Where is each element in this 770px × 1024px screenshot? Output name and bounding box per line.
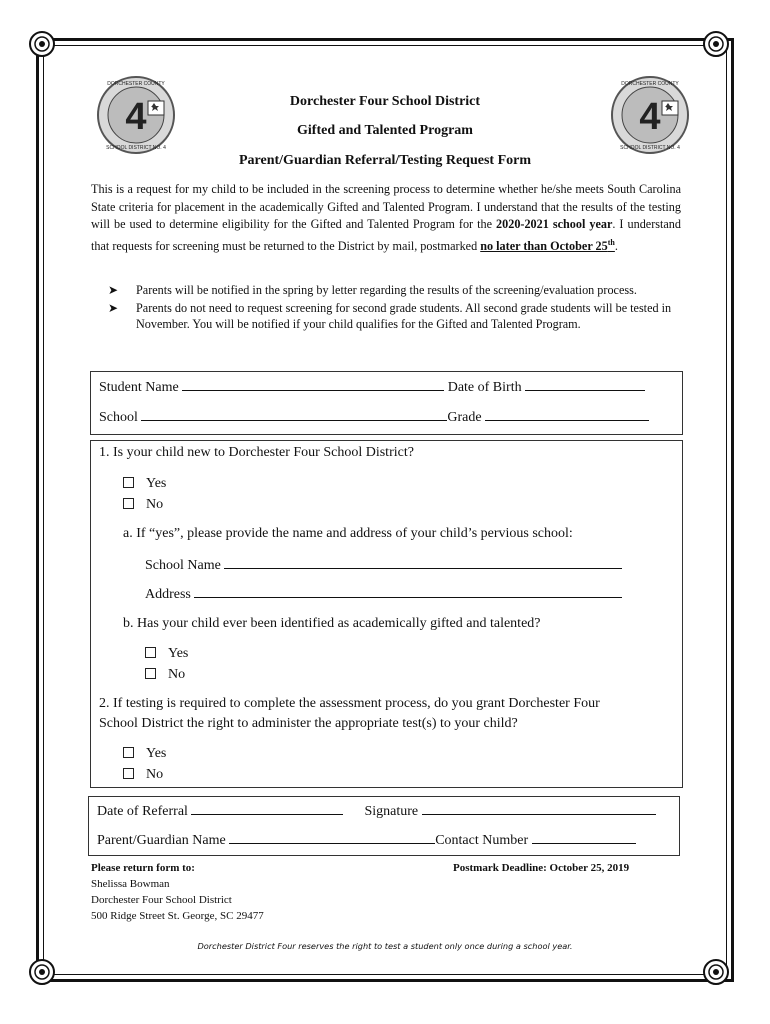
arrow-bullet-icon: ➤ <box>108 283 119 297</box>
arrow-bullet-icon: ➤ <box>108 300 119 315</box>
intro-paragraph: This is a request for my child to be included in the screening process to determine whether he/she meets South Carolina State criteria for placement in the academically Gifted and Talented Program. I understand that the results of the testing will be used to determine eligibility for the Gifted and Talented Program for the 2020-2021 school year. I understand that requests for screening must be returned to the District by mail, postmarked no later than October 25th. <box>91 182 681 253</box>
q2-yes-option[interactable]: Yes <box>123 746 166 762</box>
grade-field[interactable] <box>485 408 649 421</box>
signature-label: Signature <box>364 804 419 819</box>
return-heading: Please return form to: <box>91 862 195 874</box>
previous-school-row <box>145 556 622 574</box>
question-1b: b. Has your child ever been identified as academically gifted and talented? <box>123 616 541 631</box>
checkbox[interactable] <box>145 668 156 679</box>
checkbox[interactable] <box>123 747 134 758</box>
q2-no-option[interactable]: No <box>123 767 163 783</box>
address-field[interactable] <box>194 585 622 598</box>
question-1a: a. If “yes”, please provide the name and address of your child’s pervious school: <box>123 526 573 541</box>
notice-list <box>108 282 688 334</box>
contact-number-label: Contact Number <box>435 833 529 848</box>
grade-label: Grade <box>447 410 482 425</box>
corner-ornament-icon <box>702 958 730 986</box>
school-field[interactable] <box>141 408 447 421</box>
logo-numeral: 4 <box>125 96 147 138</box>
logo-text-bottom: SCHOOL DISTRICT NO. 4 <box>620 145 680 151</box>
school-row <box>99 408 649 426</box>
form-title: Parent/Guardian Referral/Testing Request Form <box>238 153 532 168</box>
checkbox[interactable] <box>145 647 156 658</box>
intro-text-2: . I understand that requests for screening must be returned to the District by mail, postmarked <box>91 217 681 253</box>
question-2-line2: School District the right to administer the appropriate test(s) to your child? <box>99 716 518 731</box>
corner-ornament-icon <box>28 30 56 58</box>
intro-text: This is a request for my child to be included in the screening process to determine whether he/she meets South Carolina State criteria for placement in the academically Gifted and Talented Program. I understand that the results of the testing will be used to determine eligibility for the Gifted and Talented Program for the <box>91 182 681 231</box>
question-2-line1: 2. If testing is required to complete the assessment process, do you grant Dorchester Four <box>99 696 600 711</box>
return-address: 500 Ridge Street St. George, SC 29477 <box>91 910 264 922</box>
referral-row <box>97 802 656 820</box>
parent-row <box>97 831 636 849</box>
q1b-no-option[interactable]: No <box>145 667 185 683</box>
postmark-deadline: Postmark Deadline: October 25, 2019 <box>453 862 630 874</box>
checkbox[interactable] <box>123 477 134 488</box>
address-label: Address <box>145 587 191 602</box>
school-name-field[interactable] <box>224 556 622 569</box>
checkbox[interactable] <box>123 768 134 779</box>
school-year: 2020-2021 school year <box>496 217 613 231</box>
student-name-label: Student Name <box>99 380 179 395</box>
q1-yes-option[interactable]: Yes <box>123 476 166 492</box>
q1b-yes-option[interactable]: Yes <box>145 646 188 662</box>
school-name-label: School Name <box>145 558 221 573</box>
logo-text-bottom: SCHOOL DISTRICT NO. 4 <box>106 145 166 151</box>
date-referral-field[interactable] <box>191 802 343 815</box>
return-name: Shelissa Bowman <box>91 878 170 890</box>
district-logo-right <box>610 75 690 155</box>
district-title: Dorchester Four School District <box>289 94 481 109</box>
student-name-row <box>99 378 645 396</box>
program-title: Gifted and Talented Program <box>297 123 473 138</box>
logo-text-top: DORCHESTER COUNTY <box>621 81 679 87</box>
school-label: School <box>99 410 138 425</box>
previous-address-row <box>145 585 622 603</box>
dob-field[interactable] <box>525 378 645 391</box>
contact-number-field[interactable] <box>532 831 636 844</box>
dob-label: Date of Birth <box>447 380 522 395</box>
signature-field[interactable] <box>422 802 656 815</box>
question-1: 1. Is your child new to Dorchester Four School District? <box>99 445 414 460</box>
questions-box <box>90 440 683 788</box>
list-item: ➤ Parents will be notified in the spring by letter regarding the results of the screening/evaluation process. <box>108 283 637 297</box>
list-item: ➤ Parents do not need to request screening for second grade students. All second grade students will be tested in November. You will be notified if your child qualifies for the Gifted and Talented Program. <box>108 300 672 331</box>
q1-no-option[interactable]: No <box>123 497 163 513</box>
student-name-field[interactable] <box>182 378 444 391</box>
logo-text-top: DORCHESTER COUNTY <box>107 81 165 87</box>
footnote: Dorchester District Four reserves the right to test a student only once during a school year. <box>197 941 573 951</box>
logo-numeral: 4 <box>639 96 661 138</box>
corner-ornament-icon <box>28 958 56 986</box>
parent-name-label: Parent/Guardian Name <box>97 833 226 848</box>
district-logo-left <box>96 75 176 155</box>
deadline-text: no later than October 25th <box>480 237 615 253</box>
checkbox[interactable] <box>123 498 134 509</box>
return-org: Dorchester Four School District <box>91 894 232 906</box>
corner-ornament-icon <box>702 30 730 58</box>
parent-name-field[interactable] <box>229 831 435 844</box>
date-referral-label: Date of Referral <box>97 804 188 819</box>
